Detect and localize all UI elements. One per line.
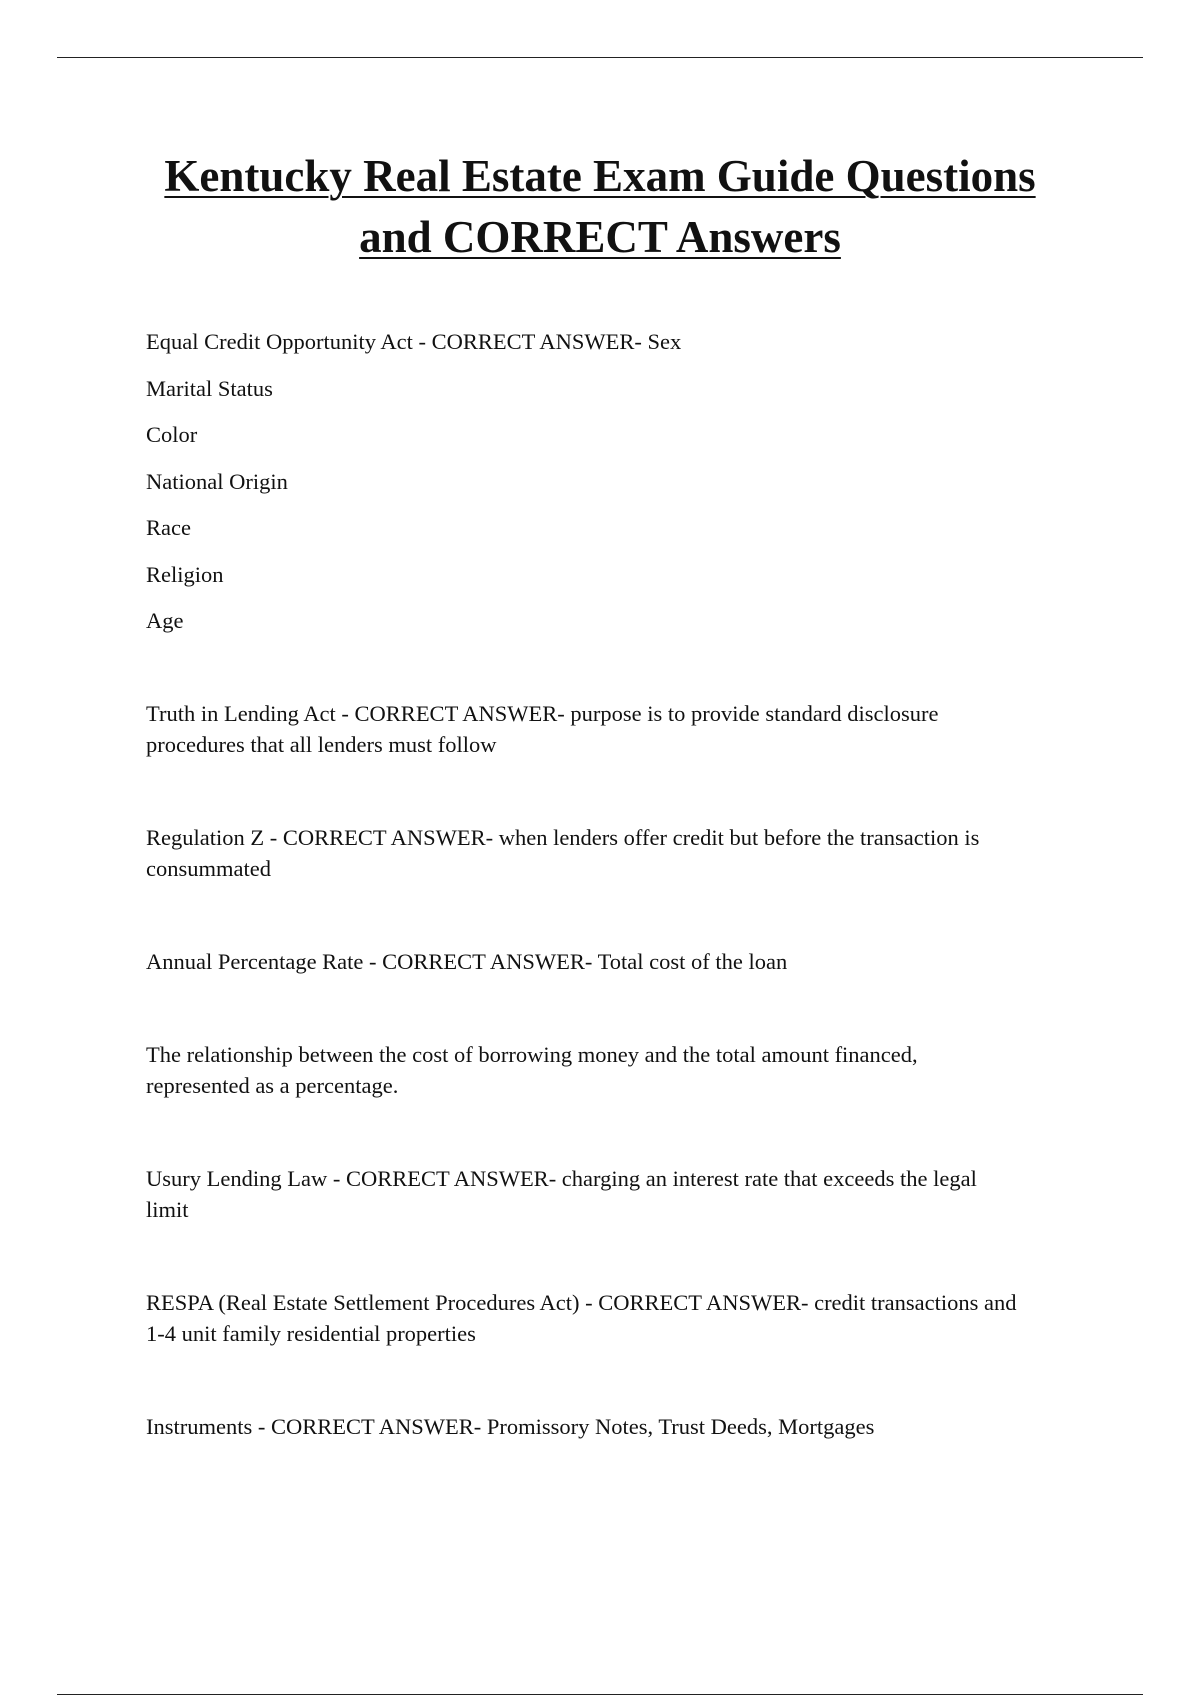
title-line-1: Kentucky Real Estate Exam Guide Questions xyxy=(164,151,1036,201)
entry-line: The relationship between the cost of borrowing money and the total amount financed, xyxy=(146,1042,918,1067)
qa-entry-regulation-z xyxy=(146,822,1086,884)
entry-line: procedures that all lenders must follow xyxy=(146,732,497,757)
qa-entry-truth-in-lending xyxy=(146,698,1086,760)
entry-line: Race xyxy=(146,515,191,540)
entry-line: Religion xyxy=(146,561,224,587)
entry-line: consummated xyxy=(146,856,271,881)
entry-line: represented as a percentage. xyxy=(146,1073,399,1098)
qa-entry-annual-percentage-rate xyxy=(146,946,1086,977)
qa-list xyxy=(146,326,1086,1442)
qa-entry-equal-credit xyxy=(146,326,1086,636)
spacer xyxy=(146,1101,1086,1163)
spacer xyxy=(146,1349,1086,1411)
entry-line: National Origin xyxy=(146,468,288,494)
document-title xyxy=(100,146,1100,268)
bottom-rule xyxy=(57,1694,1143,1695)
entry-line: 1-4 unit family residential properties xyxy=(146,1321,476,1346)
entry-line: Regulation Z - CORRECT ANSWER- when lenders offer credit but before the transaction is xyxy=(146,825,980,850)
spacer xyxy=(146,977,1086,1039)
entry-line: Truth in Lending Act - CORRECT ANSWER- purpose is to provide standard disclosure xyxy=(146,701,939,726)
entry-line: Usury Lending Law - CORRECT ANSWER- charging an interest rate that exceeds the legal xyxy=(146,1166,977,1191)
entry-line: RESPA (Real Estate Settlement Procedures Act) - CORRECT ANSWER- credit transactions and xyxy=(146,1290,1017,1315)
entry-line: Annual Percentage Rate - CORRECT ANSWER- Total cost of the loan xyxy=(146,949,788,974)
spacer xyxy=(146,760,1086,822)
entry-line: Marital Status xyxy=(146,375,273,401)
top-rule xyxy=(57,57,1143,58)
spacer xyxy=(146,636,1086,698)
qa-entry-respa xyxy=(146,1287,1086,1349)
entry-line: Equal Credit Opportunity Act - CORRECT ANSWER- Sex xyxy=(146,329,682,354)
title-line-2: and CORRECT Answers xyxy=(359,212,841,262)
entry-line: Color xyxy=(146,422,198,447)
spacer xyxy=(146,1225,1086,1287)
entry-line: limit xyxy=(146,1197,189,1222)
qa-entry-instruments xyxy=(146,1411,1086,1442)
entry-line: Instruments - CORRECT ANSWER- Promissory Notes, Trust Deeds, Mortgages xyxy=(146,1414,875,1439)
entry-line: Age xyxy=(146,608,184,633)
spacer xyxy=(146,884,1086,946)
qa-entry-relationship xyxy=(146,1039,1086,1101)
qa-entry-usury-lending-law xyxy=(146,1163,1086,1225)
